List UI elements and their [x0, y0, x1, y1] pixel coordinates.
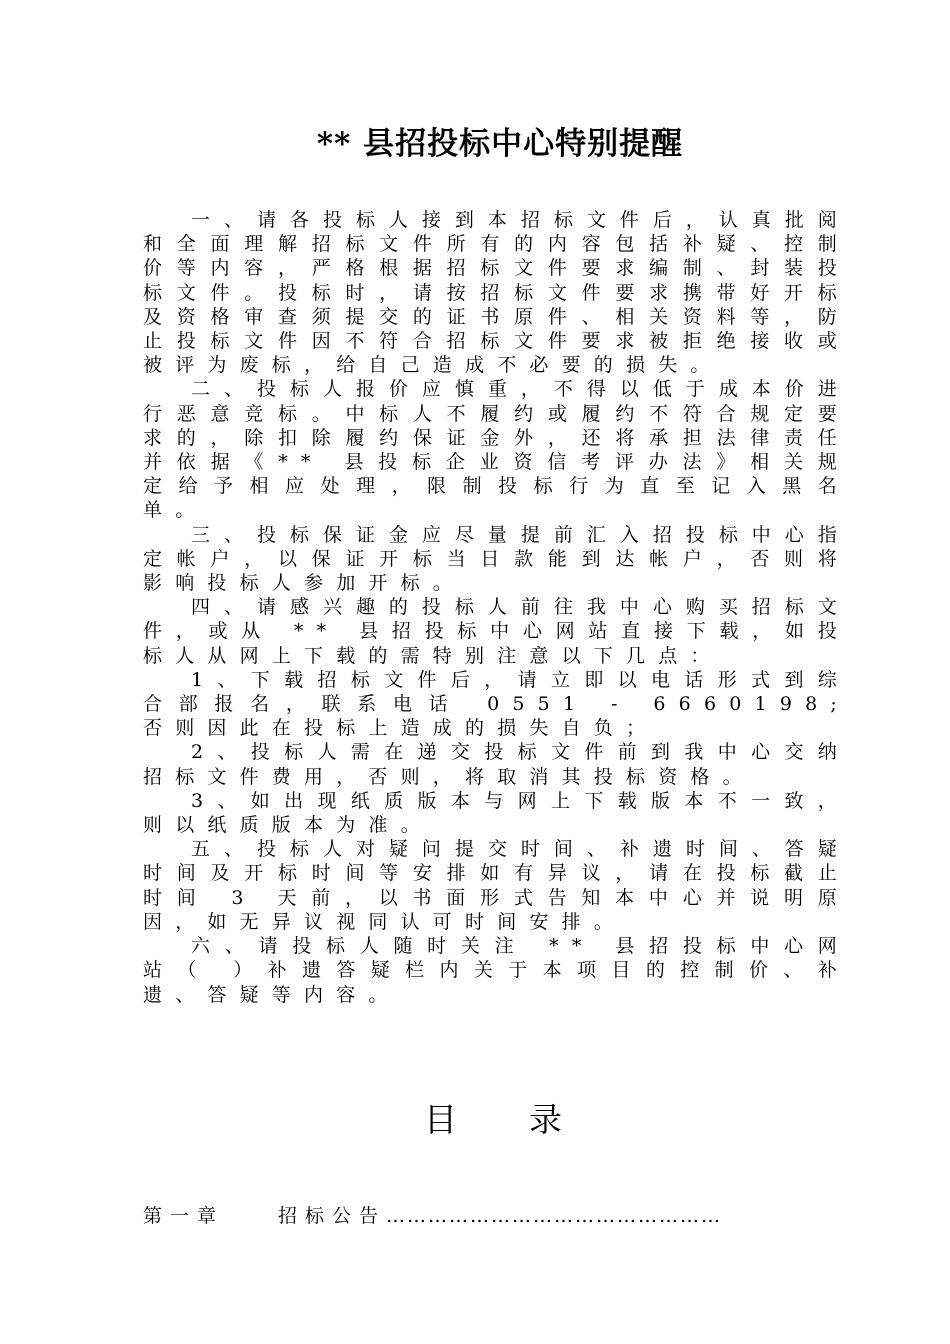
- toc-entry[interactable]: [143, 1201, 843, 1228]
- toc-heading: 目录: [424, 1100, 634, 1139]
- notice-body: [143, 208, 850, 1007]
- paragraph-4-2: 2、投标人需在递交投标文件前到我中心交纳招标文件费用，否则，将取消其投标资格。: [143, 741, 850, 788]
- paragraph-6: 六、请投标人随时关注 ** 县招投标中心网站（ ）补遗答疑栏内关于本项目的控制价、补遗、答疑等内容。: [143, 935, 850, 1006]
- page-title: ** 县招投标中心特别提醒: [316, 126, 684, 162]
- paragraph-4-1: 1、下载招标文件后，请立即以电话形式到综合部报名，联系电话 0551 - 6660198; 否则因此在投标上造成的损失自负；: [143, 668, 850, 740]
- toc-chapter-number: 第一章: [143, 1205, 225, 1227]
- paragraph-1: 一、请各投标人接到本招标文件后，认真批阅和全面理解招标文件所有的内容包括补疑、控制价等内容，严格根据招标文件要求编制、封装投标文件。投标时，请按招标文件要求携带好开标及资格审查须提交的证书原件、相关资料等，防止投标文件因不符合招标文件要求被拒绝接收或被评为废标，给自己造成不必要的损失。: [143, 209, 850, 377]
- paragraph-2: 二、投标人报价应慎重，不得以低于成本价进行恶意竞标。中标人不履约或履约不符合规定要求的，除扣除履约保证金外，还将承担法律责任并依据《** 县投标企业资信考评办法》相关规定给予相应处理，限制投标行为直至记入黑名单。: [143, 378, 850, 522]
- paragraph-3: 三、投标保证金应尽量提前汇入招投标中心指定帐户，以保证开标当日款能到达帐户，否则将影响投标人参加开标。: [143, 523, 850, 595]
- paragraph-5: 五、投标人对疑问提交时间、补遗时间、答疑时间及开标时间等安排如有异议，请在投标截止时间 3 天前，以书面形式告知本中心并说明原因，如无异议视同认可时间安排。: [143, 838, 850, 933]
- paragraph-4-3: 3、如出现纸质版本与网上下载版本不一致，则以纸质版本为准。: [143, 789, 850, 837]
- toc-leader-dots: …………………………………………: [386, 1205, 723, 1227]
- toc-chapter-name: 招标公告: [278, 1205, 387, 1227]
- paragraph-4: 四、请感兴趣的投标人前往我中心购买招标文件，或从 ** 县招投标中心网站直接下载，如投标人从网上下载的需特别注意以下几点：: [143, 596, 850, 667]
